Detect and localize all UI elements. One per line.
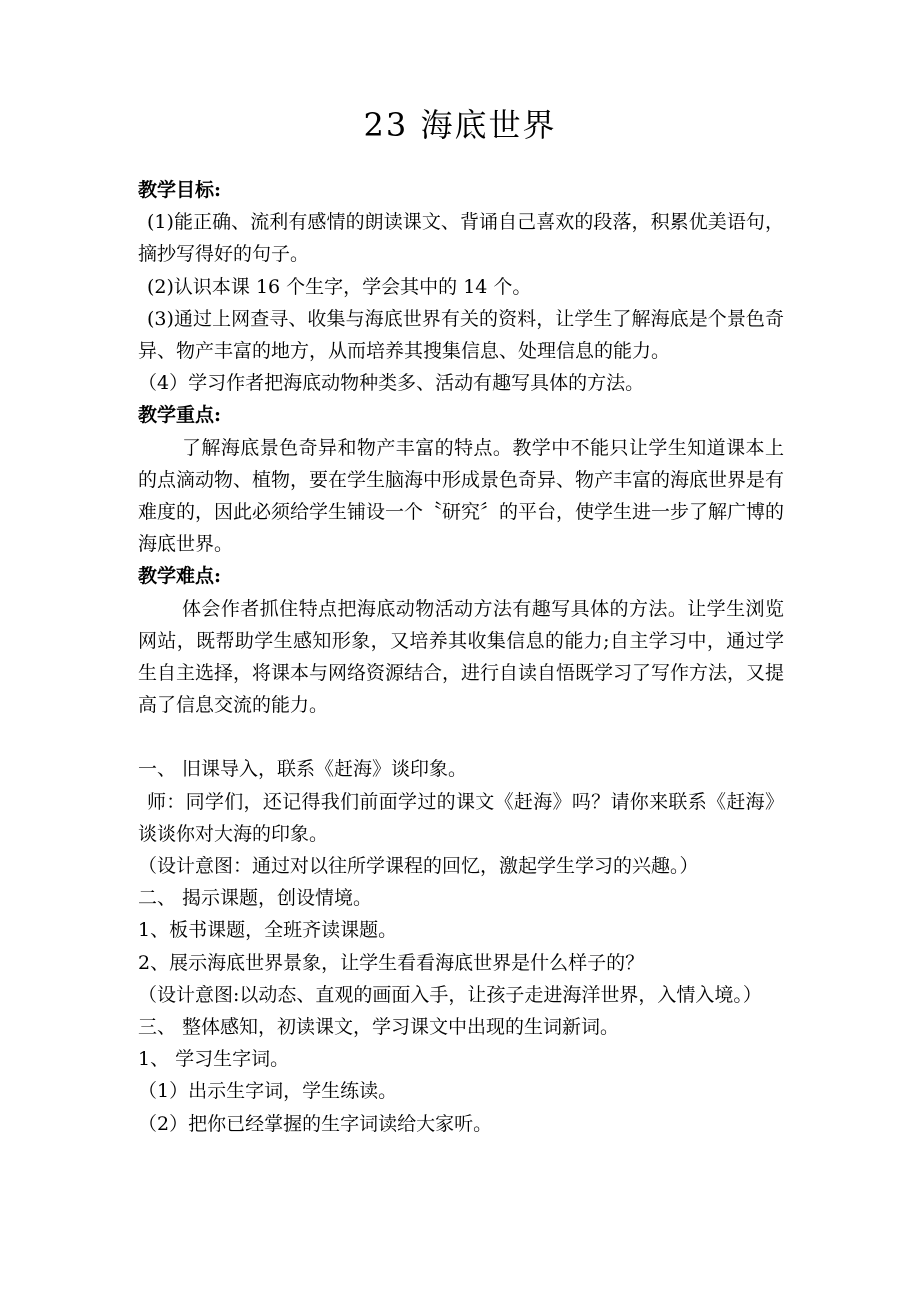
process-design-note-2: （设计意图:以动态、直观的画面入手，让孩子走进海洋世界，入情入境。） — [138, 983, 762, 1006]
objectives-heading: 教学目标: — [138, 179, 222, 201]
process-substep-2-1: 1、板书课题，全班齐读课题。 — [138, 919, 398, 942]
difficulties-heading: 教学难点: — [138, 565, 222, 588]
key-points-text: 了解海底景色奇异和物产丰富的特点。教学中不能只让学生知道课本上的点滴动物、植物，要在学生脑海中形成景色奇异、物产丰富的海底世界是有难度的，因此必须给学生铺设一个〝研究〞的平台，使学生进一步了解广博的海底世界。 — [138, 436, 785, 556]
process-teacher-line: 师：同学们，还记得我们前面学过的课文《赶海》吗？请你来联系《赶海》谈谈你对大海的印象。 — [138, 790, 784, 845]
difficulties-text: 体会作者抓住特点把海底动物活动方法有趣写具体的方法。让学生浏览网站，既帮助学生感知形象，又培养其收集信息的能力;自主学习中，通过学生自主选择，将课本与网络资源结合，进行自读自悟既学习了写作方法，又提高了信息交流的能力。 — [138, 597, 785, 717]
process-step-3: 三、 整体感知，初读课文，学习课文中出现的生词新词。 — [138, 1016, 620, 1039]
process-substep-3-1: 1、 学习生字词。 — [138, 1048, 290, 1071]
process-step-1: 一、 旧课导入，联系《赶海》谈印象。 — [138, 758, 468, 781]
process-step-2: 二、 揭示课题，创设情境。 — [138, 887, 373, 910]
process-design-note-1: （设计意图：通过对以往所学课程的回忆，激起学生学习的兴趣。） — [138, 855, 699, 878]
process-substep-3-1-1: （1）出示生字词，学生练读。 — [138, 1080, 398, 1103]
process-substep-3-1-2: （2）把你已经掌握的生字词读给大家听。 — [138, 1112, 493, 1135]
objective-item-1: (1)能正确、流利有感情的朗读课文、背诵自己喜欢的段落，积累优美语句，摘抄写得好的句子。 — [138, 211, 784, 266]
objective-item-2: (2)认识本课 16 个生字，学会其中的 14 个。 — [147, 275, 532, 298]
document-title: 23 海底世界 — [363, 106, 557, 144]
objective-item-3: (3)通过上网查寻、收集与海底世界有关的资料，让学生了解海底是个景色奇异、物产丰富的地方，从而培养其搜集信息、处理信息的能力。 — [138, 307, 784, 363]
objective-item-4: （4）学习作者把海底动物种类多、活动有趣写具体的方法。 — [138, 372, 645, 395]
process-substep-2-2: 2、展示海底世界景象，让学生看看海底世界是什么样子的？ — [138, 951, 645, 974]
section-gap — [138, 721, 784, 753]
document-body — [138, 174, 784, 1140]
key-points-heading: 教学重点: — [138, 404, 222, 427]
